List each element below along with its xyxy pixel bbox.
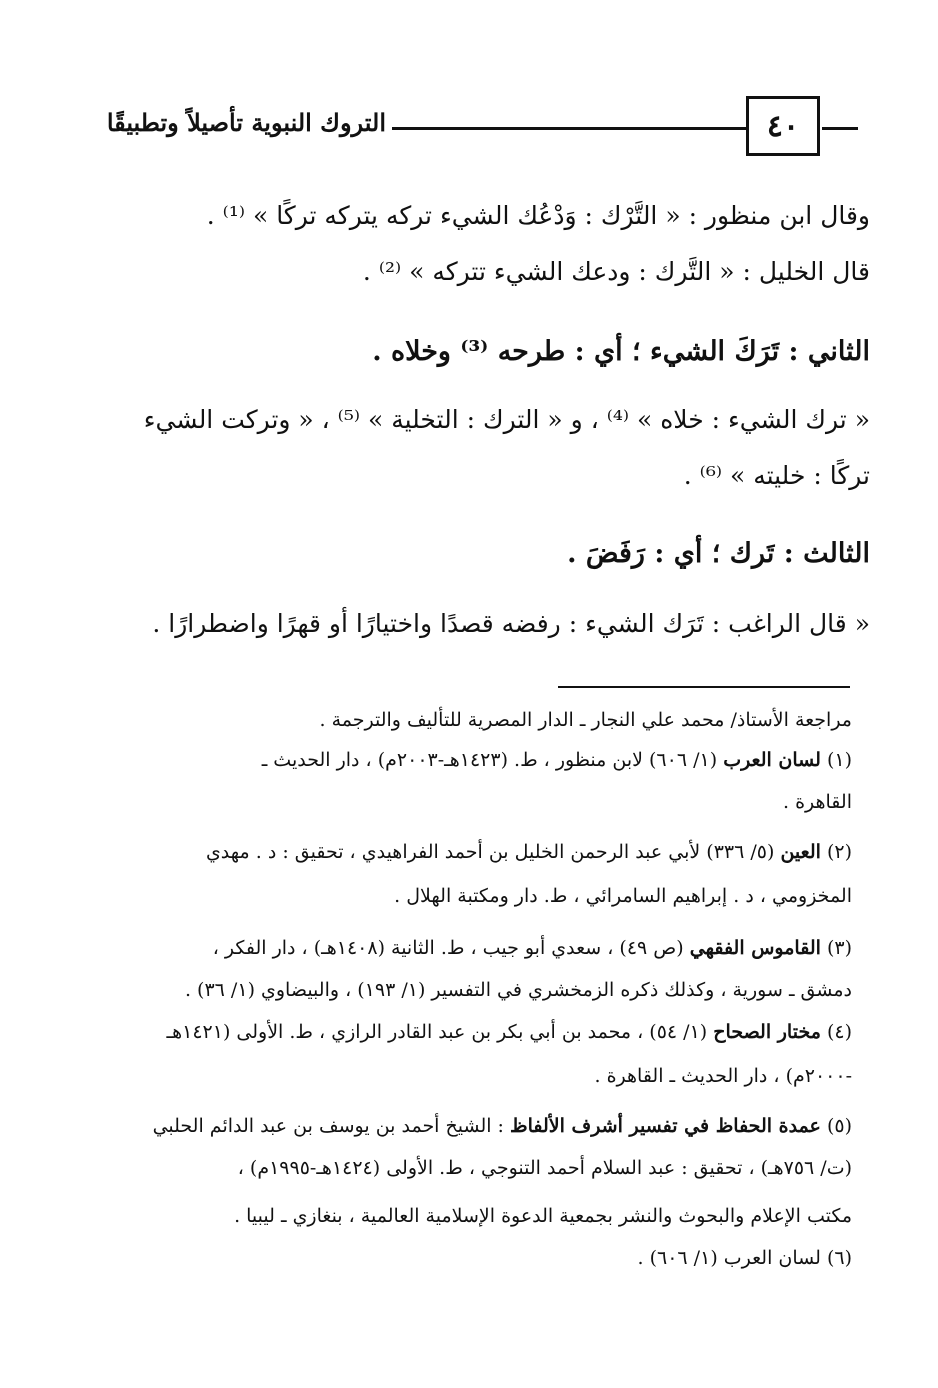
- footnote-text: : الشيخ أحمد بن يوسف بن عبد الدائم الحلبي: [152, 1115, 504, 1137]
- header-rule-right: [822, 127, 858, 130]
- body-line-3: « ترك الشيء : خلاه » ⁽⁴⁾ ، و « الترك : التخلية » ⁽⁵⁾ ، « وتركت الشيء: [143, 405, 870, 434]
- footnote-number: (٣): [826, 937, 852, 959]
- body-line-5: « قال الراغب : تَرَك الشيء : رفضه قصدًا واختيارًا أو قهرًا واضطرارًا .: [152, 609, 870, 638]
- heading-third-meaning: الثالث : تَرك ؛ أي : رَفَضَ .: [567, 538, 870, 569]
- footnote-source-title: مختار الصحاح: [713, 1021, 821, 1043]
- footnote-2-cont: المخزومي ، د . إبراهيم السامرائي ، ط. دار ومكتبة الهلال .: [394, 885, 852, 907]
- page-number-box: [746, 96, 820, 156]
- running-title: التروك النبوية تأصيلاً وتطبيقًا: [106, 108, 386, 137]
- footnote-source-title: لسان العرب: [723, 749, 821, 771]
- page-number: ٤٠: [766, 108, 800, 144]
- body-line-4: تركًا : خليته » ⁽⁶⁾ .: [683, 461, 870, 490]
- footnote-number: (٢): [826, 841, 852, 863]
- footnote-review: مراجعة الأستاذ/ محمد علي النجار ـ الدار المصرية للتأليف والترجمة .: [319, 709, 852, 731]
- footnote-3: [213, 934, 852, 962]
- footnote-4: [167, 1018, 852, 1046]
- footnote-number: (٤): [826, 1021, 852, 1043]
- footnote-number: (١): [826, 749, 852, 771]
- footnote-number: (٥): [826, 1115, 852, 1137]
- footnote-source-title: عمدة الحفاظ في تفسير أشرف الألفاظ: [510, 1115, 821, 1137]
- footnote-1: [262, 746, 852, 774]
- footnote-3-cont: دمشق ـ سورية ، وكذلك ذكره الزمخشري في التفسير (١/ ١٩٣) ، والبيضاوي (١/ ٣٦) .: [184, 979, 852, 1001]
- footnote-6: [638, 1244, 852, 1272]
- footnote-text: (١/ ٦٠٦) لابن منظور ، ط. (١٤٢٣هـ-٢٠٠٣م) ، دار الحديث ـ: [261, 749, 718, 771]
- footnote-1-cont: القاهرة .: [782, 791, 852, 813]
- footnote-separator: [558, 686, 850, 688]
- footnote-5-cont: (ت/ ٧٥٦هـ) ، تحقيق : عبد السلام أحمد التنوجي ، ط. الأولى (١٤٢٤هـ-١٩٩٥م) ،: [237, 1157, 852, 1179]
- footnote-text: (ص ٤٩) ، سعدي أبو جيب ، ط. الثانية (١٤٠٨هـ) ، دار الفكر ،: [212, 937, 684, 959]
- footnote-source-title: القاموس الفقهي: [689, 937, 821, 959]
- footnote-5: [153, 1112, 852, 1140]
- body-line-1: وقال ابن منظور : « التَّرْك : وَدْعُك الشيء تركه يتركه تركًا » ⁽¹⁾ .: [206, 201, 870, 230]
- header-rule-left: [392, 127, 747, 130]
- footnote-text: (١/ ٥٤) ، محمد بن أبي بكر بن عبد القادر الرازي ، ط. الأولى (١٤٢١هـ: [166, 1021, 708, 1043]
- body-line-2: قال الخليل : « التَّرك : ودعك الشيء تتركه » ⁽²⁾ .: [362, 257, 870, 286]
- footnote-5-cont-2: مكتب الإعلام والبحوث والنشر بجمعية الدعوة الإسلامية العالمية ، بنغازي ـ ليبيا .: [234, 1205, 852, 1227]
- footnote-text: (٥/ ٣٣٦) لأبي عبد الرحمن الخليل بن أحمد الفراهيدي ، تحقيق : د . مهدي: [205, 841, 775, 863]
- footnote-2: [206, 838, 852, 866]
- footnote-source-title: العين: [780, 841, 821, 863]
- footnote-number: (٦): [826, 1247, 852, 1269]
- heading-second-meaning: الثاني : تَرَكَ الشيء ؛ أي : طرحه ⁽³⁾ وخلاه .: [372, 336, 870, 367]
- footnote-text: لسان العرب (١/ ٦٠٦) .: [637, 1247, 821, 1269]
- footnote-4-cont: -٢٠٠٠م) ، دار الحديث ـ القاهرة .: [594, 1065, 852, 1087]
